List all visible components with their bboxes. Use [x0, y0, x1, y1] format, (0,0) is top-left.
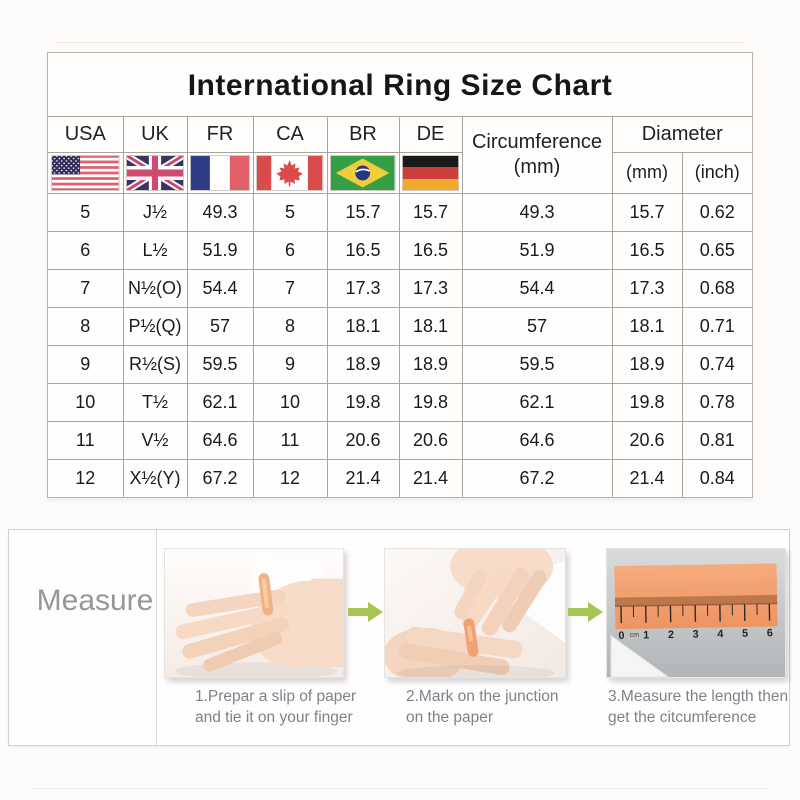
flag-brazil-icon	[330, 155, 395, 191]
measure-panel	[8, 529, 790, 746]
arrow-right-icon	[348, 600, 384, 624]
table-row	[48, 269, 752, 307]
table-cell: 12	[253, 459, 327, 497]
table-cell: 17.3	[399, 269, 462, 307]
table-cell: 15.7	[327, 193, 399, 231]
table-cell: 8	[253, 307, 327, 345]
table-cell: 7	[48, 269, 123, 307]
table-cell: P½(Q)	[123, 307, 187, 345]
ruler-number: 3	[692, 628, 699, 641]
table-cell: 21.4	[327, 459, 399, 497]
table-cell: 18.1	[612, 307, 682, 345]
table-cell: 8	[48, 307, 123, 345]
flag-cell-uk	[123, 152, 187, 193]
table-row	[48, 193, 752, 231]
step3-photo	[606, 548, 786, 678]
table-cell: 15.7	[612, 193, 682, 231]
table-cell: 0.62	[682, 193, 752, 231]
flag-cell-france	[187, 152, 253, 193]
table-cell: N½(O)	[123, 269, 187, 307]
col-header-diameter-inch: (inch)	[682, 152, 752, 193]
table-cell: 20.6	[399, 421, 462, 459]
header-row-flags	[48, 152, 752, 193]
table-cell: 10	[48, 383, 123, 421]
table-cell: 17.3	[327, 269, 399, 307]
table-cell: 0.84	[682, 459, 752, 497]
table-cell: 18.1	[399, 307, 462, 345]
step1-caption-line1: 1.Prepar a slip of paper	[195, 688, 357, 705]
flag-cell-germany	[399, 152, 462, 193]
table-row	[48, 307, 752, 345]
table-cell: 64.6	[187, 421, 253, 459]
table-cell: 0.65	[682, 231, 752, 269]
table-row	[48, 421, 752, 459]
arrow-right-icon	[568, 600, 604, 624]
table-cell: 0.78	[682, 383, 752, 421]
step1-caption-line2: and tie it on your finger	[195, 709, 353, 726]
table-row	[48, 383, 752, 421]
step2-caption	[406, 686, 611, 728]
table-cell: 0.74	[682, 345, 752, 383]
table-cell: 62.1	[187, 383, 253, 421]
flag-cell-canada	[253, 152, 327, 193]
flag-cell-usa	[48, 152, 123, 193]
col-header-uk: UK	[123, 117, 187, 152]
table-cell: 16.5	[327, 231, 399, 269]
table-cell: 17.3	[612, 269, 682, 307]
table-cell: 11	[253, 421, 327, 459]
ring-size-chart-card	[47, 52, 753, 498]
table-cell: 54.4	[187, 269, 253, 307]
col-header-usa: USA	[48, 117, 123, 152]
chart-title: International Ring Size Chart	[48, 53, 752, 117]
measure-label: Measure	[36, 584, 154, 617]
ruler-number: 5	[741, 627, 749, 640]
ring-size-table-body	[48, 193, 752, 497]
ring-size-table	[48, 117, 752, 497]
step3-caption	[608, 686, 800, 728]
table-cell: 64.6	[462, 421, 612, 459]
top-card-edge	[55, 42, 745, 43]
table-cell: 6	[253, 231, 327, 269]
step2-photo	[384, 548, 566, 678]
circumference-label: Circumference	[471, 130, 603, 153]
table-cell: T½	[123, 383, 187, 421]
table-cell: 5	[48, 193, 123, 231]
table-row	[48, 231, 752, 269]
table-cell: 19.8	[399, 383, 462, 421]
table-cell: 11	[48, 421, 123, 459]
table-cell: L½	[123, 231, 187, 269]
table-cell: 59.5	[187, 345, 253, 383]
table-cell: 6	[48, 231, 123, 269]
table-cell: 0.68	[682, 269, 752, 307]
table-cell: 18.9	[612, 345, 682, 383]
table-cell: 51.9	[462, 231, 612, 269]
flag-france-icon	[190, 155, 250, 191]
header-row-country-codes	[48, 117, 752, 152]
table-cell: 18.9	[327, 345, 399, 383]
table-cell: 19.8	[327, 383, 399, 421]
table-cell: 20.6	[327, 421, 399, 459]
table-cell: 49.3	[462, 193, 612, 231]
table-cell: 9	[253, 345, 327, 383]
table-row	[48, 345, 752, 383]
table-cell: 67.2	[462, 459, 612, 497]
table-cell: R½(S)	[123, 345, 187, 383]
table-cell: V½	[123, 421, 187, 459]
ruler-measurement-illustration	[607, 549, 785, 677]
col-header-diameter: Diameter	[612, 117, 752, 152]
table-cell: 57	[462, 307, 612, 345]
ruler-number: 1	[643, 629, 650, 642]
table-cell: 57	[187, 307, 253, 345]
ruler-number: 2	[667, 629, 675, 642]
flag-germany-icon	[402, 155, 459, 191]
circumference-unit: (mm)	[513, 155, 561, 178]
ruler-number: 6	[766, 627, 773, 640]
table-cell: 5	[253, 193, 327, 231]
col-header-diameter-mm: (mm)	[612, 152, 682, 193]
table-cell: 16.5	[399, 231, 462, 269]
table-cell: 0.71	[682, 307, 752, 345]
table-cell: 67.2	[187, 459, 253, 497]
col-header-br: BR	[327, 117, 399, 152]
measure-divider	[156, 530, 157, 745]
flag-canada-icon	[256, 155, 323, 191]
table-cell: 51.9	[187, 231, 253, 269]
step2-caption-line2: on the paper	[406, 709, 494, 726]
flag-uk-icon	[126, 155, 184, 191]
table-cell: 16.5	[612, 231, 682, 269]
table-cell: 62.1	[462, 383, 612, 421]
table-cell: J½	[123, 193, 187, 231]
table-cell: 20.6	[612, 421, 682, 459]
marking-paper-illustration	[385, 549, 565, 677]
ruler-unit-label: cm	[629, 631, 640, 639]
table-cell: 59.5	[462, 345, 612, 383]
step1-caption	[195, 686, 400, 728]
col-header-circumference	[462, 117, 612, 193]
bottom-card-edge	[30, 788, 770, 789]
flag-usa-icon	[51, 155, 120, 191]
table-cell: 18.1	[327, 307, 399, 345]
table-cell: 7	[253, 269, 327, 307]
hand-with-paper-strip-illustration	[165, 549, 343, 677]
step1-photo	[164, 548, 344, 678]
table-cell: 54.4	[462, 269, 612, 307]
table-row	[48, 459, 752, 497]
table-cell: 21.4	[399, 459, 462, 497]
col-header-ca: CA	[253, 117, 327, 152]
step3-caption-line2: get the citcumference	[608, 709, 757, 726]
table-cell: X½(Y)	[123, 459, 187, 497]
flag-cell-brazil	[327, 152, 399, 193]
table-cell: 21.4	[612, 459, 682, 497]
col-header-de: DE	[399, 117, 462, 152]
ruler-number: 0	[618, 629, 625, 642]
table-cell: 49.3	[187, 193, 253, 231]
step2-caption-line1: 2.Mark on the junction	[406, 688, 559, 705]
table-cell: 9	[48, 345, 123, 383]
col-header-fr: FR	[187, 117, 253, 152]
table-cell: 15.7	[399, 193, 462, 231]
table-cell: 12	[48, 459, 123, 497]
table-cell: 18.9	[399, 345, 462, 383]
table-cell: 0.81	[682, 421, 752, 459]
step3-caption-line1: 3.Measure the length then	[608, 688, 789, 705]
table-cell: 19.8	[612, 383, 682, 421]
table-cell: 10	[253, 383, 327, 421]
ruler-number: 4	[717, 628, 724, 641]
